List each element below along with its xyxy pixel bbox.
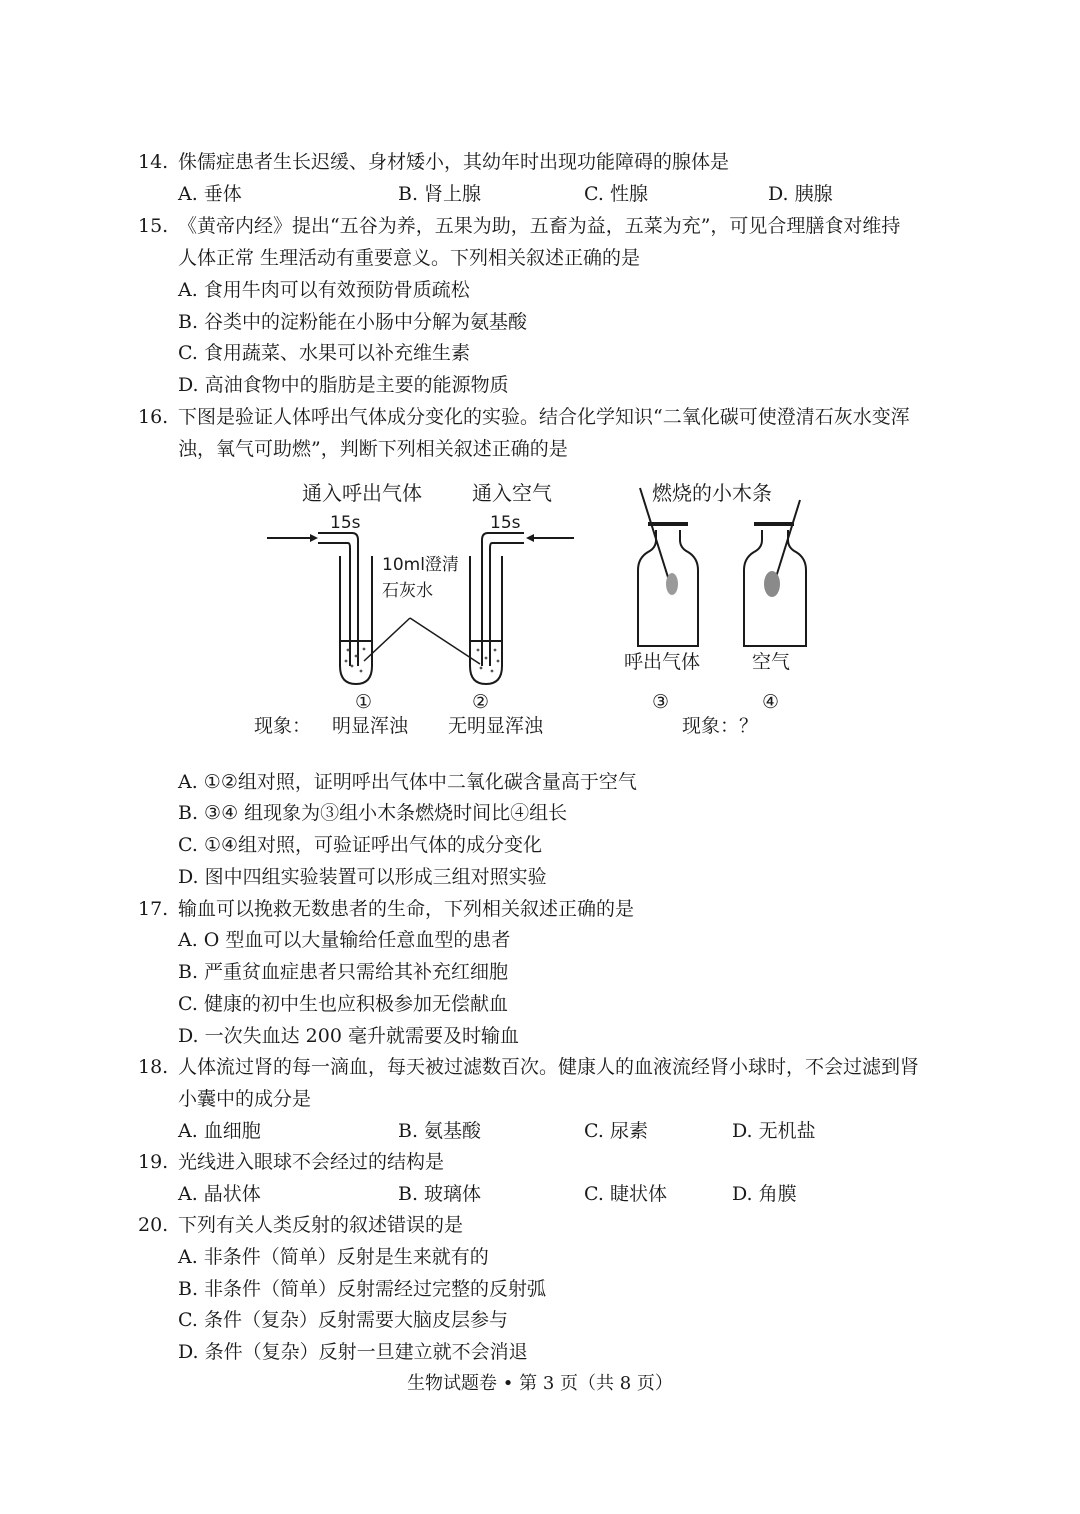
experiment-figure xyxy=(254,478,822,748)
q17-number: 17. xyxy=(138,898,169,920)
phenomenon-34: 现象：？ xyxy=(682,715,759,737)
q18-option-b: B. 氨基酸 xyxy=(398,1120,482,1142)
q20-stem: 下列有关人类反射的叙述错误的是 xyxy=(178,1214,464,1236)
q14-option-c: C. 性腺 xyxy=(584,183,648,205)
q20-option-c: C. 条件（复杂）反射需要大脑皮层参与 xyxy=(178,1309,508,1331)
bottle-number-4: ④ xyxy=(762,691,780,713)
q17-option-b: B. 严重贫血症患者只需给其补充红细胞 xyxy=(178,961,509,983)
q19-number: 19. xyxy=(138,1151,169,1173)
q14-stem: 侏儒症患者生长迟缓、身材矮小，其幼年时出现功能障碍的腺体是 xyxy=(178,151,730,173)
bottle-number-3: ③ xyxy=(652,691,670,713)
flame-3 xyxy=(666,573,678,595)
q19-stem: 光线进入眼球不会经过的结构是 xyxy=(178,1151,445,1173)
q19-option-a: A. 晶状体 xyxy=(178,1183,261,1205)
burning-stick-label: 燃烧的小木条 xyxy=(652,481,772,505)
test-tube-2 xyxy=(470,556,502,684)
q17-option-a: A. O 型血可以大量输给任意血型的患者 xyxy=(178,929,511,951)
q15-option-c: C. 食用蔬菜、水果可以补充维生素 xyxy=(178,342,470,364)
label-air-in: 通入空气 xyxy=(472,481,552,505)
q18-stem-line1: 人体流过肾的每一滴血，每天被过滤数百次。健康人的血液流经肾小球时，不会过滤到肾 xyxy=(178,1056,920,1078)
tube-number-2: ② xyxy=(472,691,490,713)
q20-option-a: A. 非条件（简单）反射是生来就有的 xyxy=(178,1246,489,1268)
bottle-3-label: 呼出气体 xyxy=(624,651,701,673)
q18-number: 18. xyxy=(138,1056,169,1078)
q18-option-c: C. 尿素 xyxy=(584,1120,648,1142)
q15-number: 15. xyxy=(138,215,169,237)
bottle-4-label: 空气 xyxy=(752,651,791,673)
q18-stem-line2: 小囊中的成分是 xyxy=(178,1088,312,1110)
q17-option-c: C. 健康的初中生也应积极参加无偿献血 xyxy=(178,993,508,1015)
q15-option-d: D. 高油食物中的脂肪是主要的能源物质 xyxy=(178,374,509,396)
q14-option-d: D. 胰腺 xyxy=(768,183,833,205)
page-footer: 生物试题卷 • 第 3 页（共 8 页） xyxy=(407,1373,673,1394)
q14-number: 14. xyxy=(138,151,169,173)
phenomenon-1: 明显浑浊 xyxy=(332,715,409,737)
q17-option-d: D. 一次失血达 200 毫升就需要及时输血 xyxy=(178,1025,519,1047)
flame-4 xyxy=(764,571,780,597)
delivery-tube-1 xyxy=(318,533,358,666)
q14-option-b: B. 肾上腺 xyxy=(398,183,482,205)
q19-option-d: D. 角膜 xyxy=(732,1183,797,1205)
tube-number-1: ① xyxy=(355,691,373,713)
q16-option-d: D. 图中四组实验装置可以形成三组对照实验 xyxy=(178,866,547,888)
q19-option-c: C. 睫状体 xyxy=(584,1183,667,1205)
q20-option-b: B. 非条件（简单）反射需经过完整的反射弧 xyxy=(178,1278,547,1300)
limewater-label-line2: 石灰水 xyxy=(382,581,433,601)
q16-option-a: A. ①②组对照，证明呼出气体中二氧化碳含量高于空气 xyxy=(178,771,637,793)
q20-option-d: D. 条件（复杂）反射一旦建立就不会消退 xyxy=(178,1341,528,1363)
q16-option-c: C. ①④组对照，可验证呼出气体的成分变化 xyxy=(178,834,543,856)
q14-option-a: A. 垂体 xyxy=(178,183,242,205)
time-label-1: 15s xyxy=(330,513,361,533)
q15-option-a: A. 食用牛肉可以有效预防骨质疏松 xyxy=(178,279,470,301)
q16-option-b: B. ③④ 组现象为③组小木条燃烧时间比④组长 xyxy=(178,802,568,824)
q16-stem-line1: 下图是验证人体呼出气体成分变化的实验。结合化学知识“二氧化碳可使澄清石灰水变浑 xyxy=(178,406,910,428)
q18-option-a: A. 血细胞 xyxy=(178,1120,261,1142)
limewater-label-line1: 10ml澄清 xyxy=(382,555,459,575)
q15-option-b: B. 谷类中的淀粉能在小肠中分解为氨基酸 xyxy=(178,311,528,333)
q17-stem: 输血可以挽救无数患者的生命，下列相关叙述正确的是 xyxy=(178,898,635,920)
time-label-2: 15s xyxy=(490,513,521,533)
arrow-left-head xyxy=(310,534,318,542)
phenomenon-label: 现象： xyxy=(254,715,312,737)
q18-option-d: D. 无机盐 xyxy=(732,1120,816,1142)
q15-stem-line1: 《黄帝内经》提出“五谷为养，五果为助，五畜为益，五菜为充”，可见合理膳食对维持 xyxy=(178,215,901,237)
q15-stem-line2: 人体正常 生理活动有重要意义。下列相关叙述正确的是 xyxy=(178,247,641,269)
phenomenon-2: 无明显浑浊 xyxy=(448,715,544,737)
test-tube-1 xyxy=(340,556,372,684)
q16-number: 16. xyxy=(138,406,169,428)
q19-option-b: B. 玻璃体 xyxy=(398,1183,482,1205)
arrow-right-head xyxy=(526,534,534,542)
label-exhale-in: 通入呼出气体 xyxy=(302,481,422,505)
q20-number: 20. xyxy=(138,1214,169,1236)
q16-stem-line2: 浊，氧气可助燃”，判断下列相关叙述正确的是 xyxy=(178,438,568,460)
